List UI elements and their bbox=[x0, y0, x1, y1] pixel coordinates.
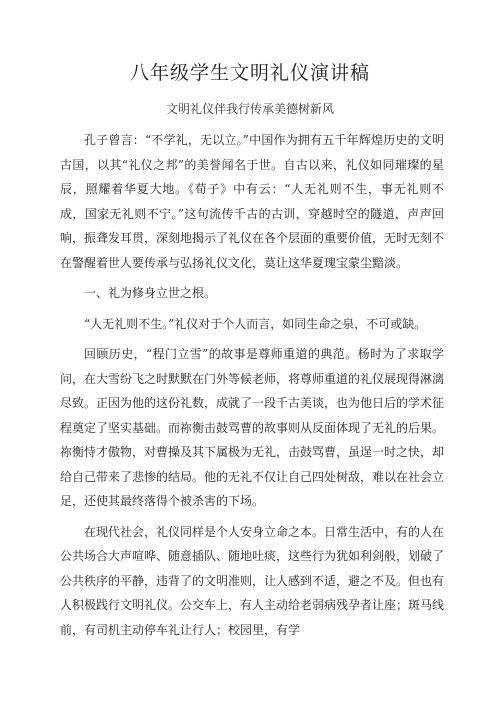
paragraph-modern: 在现代社会，礼仪同样是个人安身立命之本。日常生活中，有的人在公共场合大声喧哗、随意插队、随地吐痰，这些行为犹如利剑般，划破了公共秩序的平静，违背了的文明准则，让人感到不适，避之不及。但也有人积极践行文明礼仪。公交车上，有人主动给老弱病残孕者让座；斑马线前，有司机主动停车礼让行人；校园里，有学 bbox=[60, 524, 445, 637]
paragraph-intro: 孔子曾言：“不学礼，无以立。”中国作为拥有五千年辉煌历史的文明古国，以其“礼仪之邦”的美誉闻名于世。自古以来，礼仪如同璀璨的星辰，照耀着华夏大地。《荀子》中有云：“人无礼则不生，事无礼则不成，国家无礼则不宁。”这句流传千古的古训，穿越时空的隧道，声声回响，振聋发耳贯，深刻地揭示了礼仪在各个层面的重要价值，无时无刻不在警醒着世人要传承与弘扬礼仪文化，莫让这华夏瑰宝蒙尘黯淡。 bbox=[60, 133, 445, 270]
document-body bbox=[60, 128, 444, 648]
paragraph-quote: “人无礼则不生。”礼仪对于个人而言，如同生命之泉，不可或缺。 bbox=[84, 316, 427, 331]
paragraph-history: 回顾历史，“程门立雪”的故事是尊师重道的典范。杨时为了求取学问，在大雪纷飞之时默默在门外等候老师，将尊师重道的礼仪展现得淋漓尽致。正因为他的这份礼数，成就了一段千古美谈，也为他日后的学术征程奠定了坚实基础。而祢衡击鼓骂曹的故事则从反面体现了无礼的后果。祢衡恃才傲物，对曹操及其下属极为无礼，击鼓骂曹，虽逞一时之快，却给自己带来了悲惨的结局。他的无礼不仅让自己四处树敌，难以在社会立足，还使其最终落得个被杀害的下场。 bbox=[60, 347, 445, 508]
section-heading-1: 一、礼为修身立世之根。 bbox=[84, 286, 217, 300]
document-subtitle: 文明礼仪伴我行传承美德树新风 bbox=[165, 102, 334, 116]
document-title: 八年级学生文明礼仪演讲稿 bbox=[129, 62, 370, 84]
